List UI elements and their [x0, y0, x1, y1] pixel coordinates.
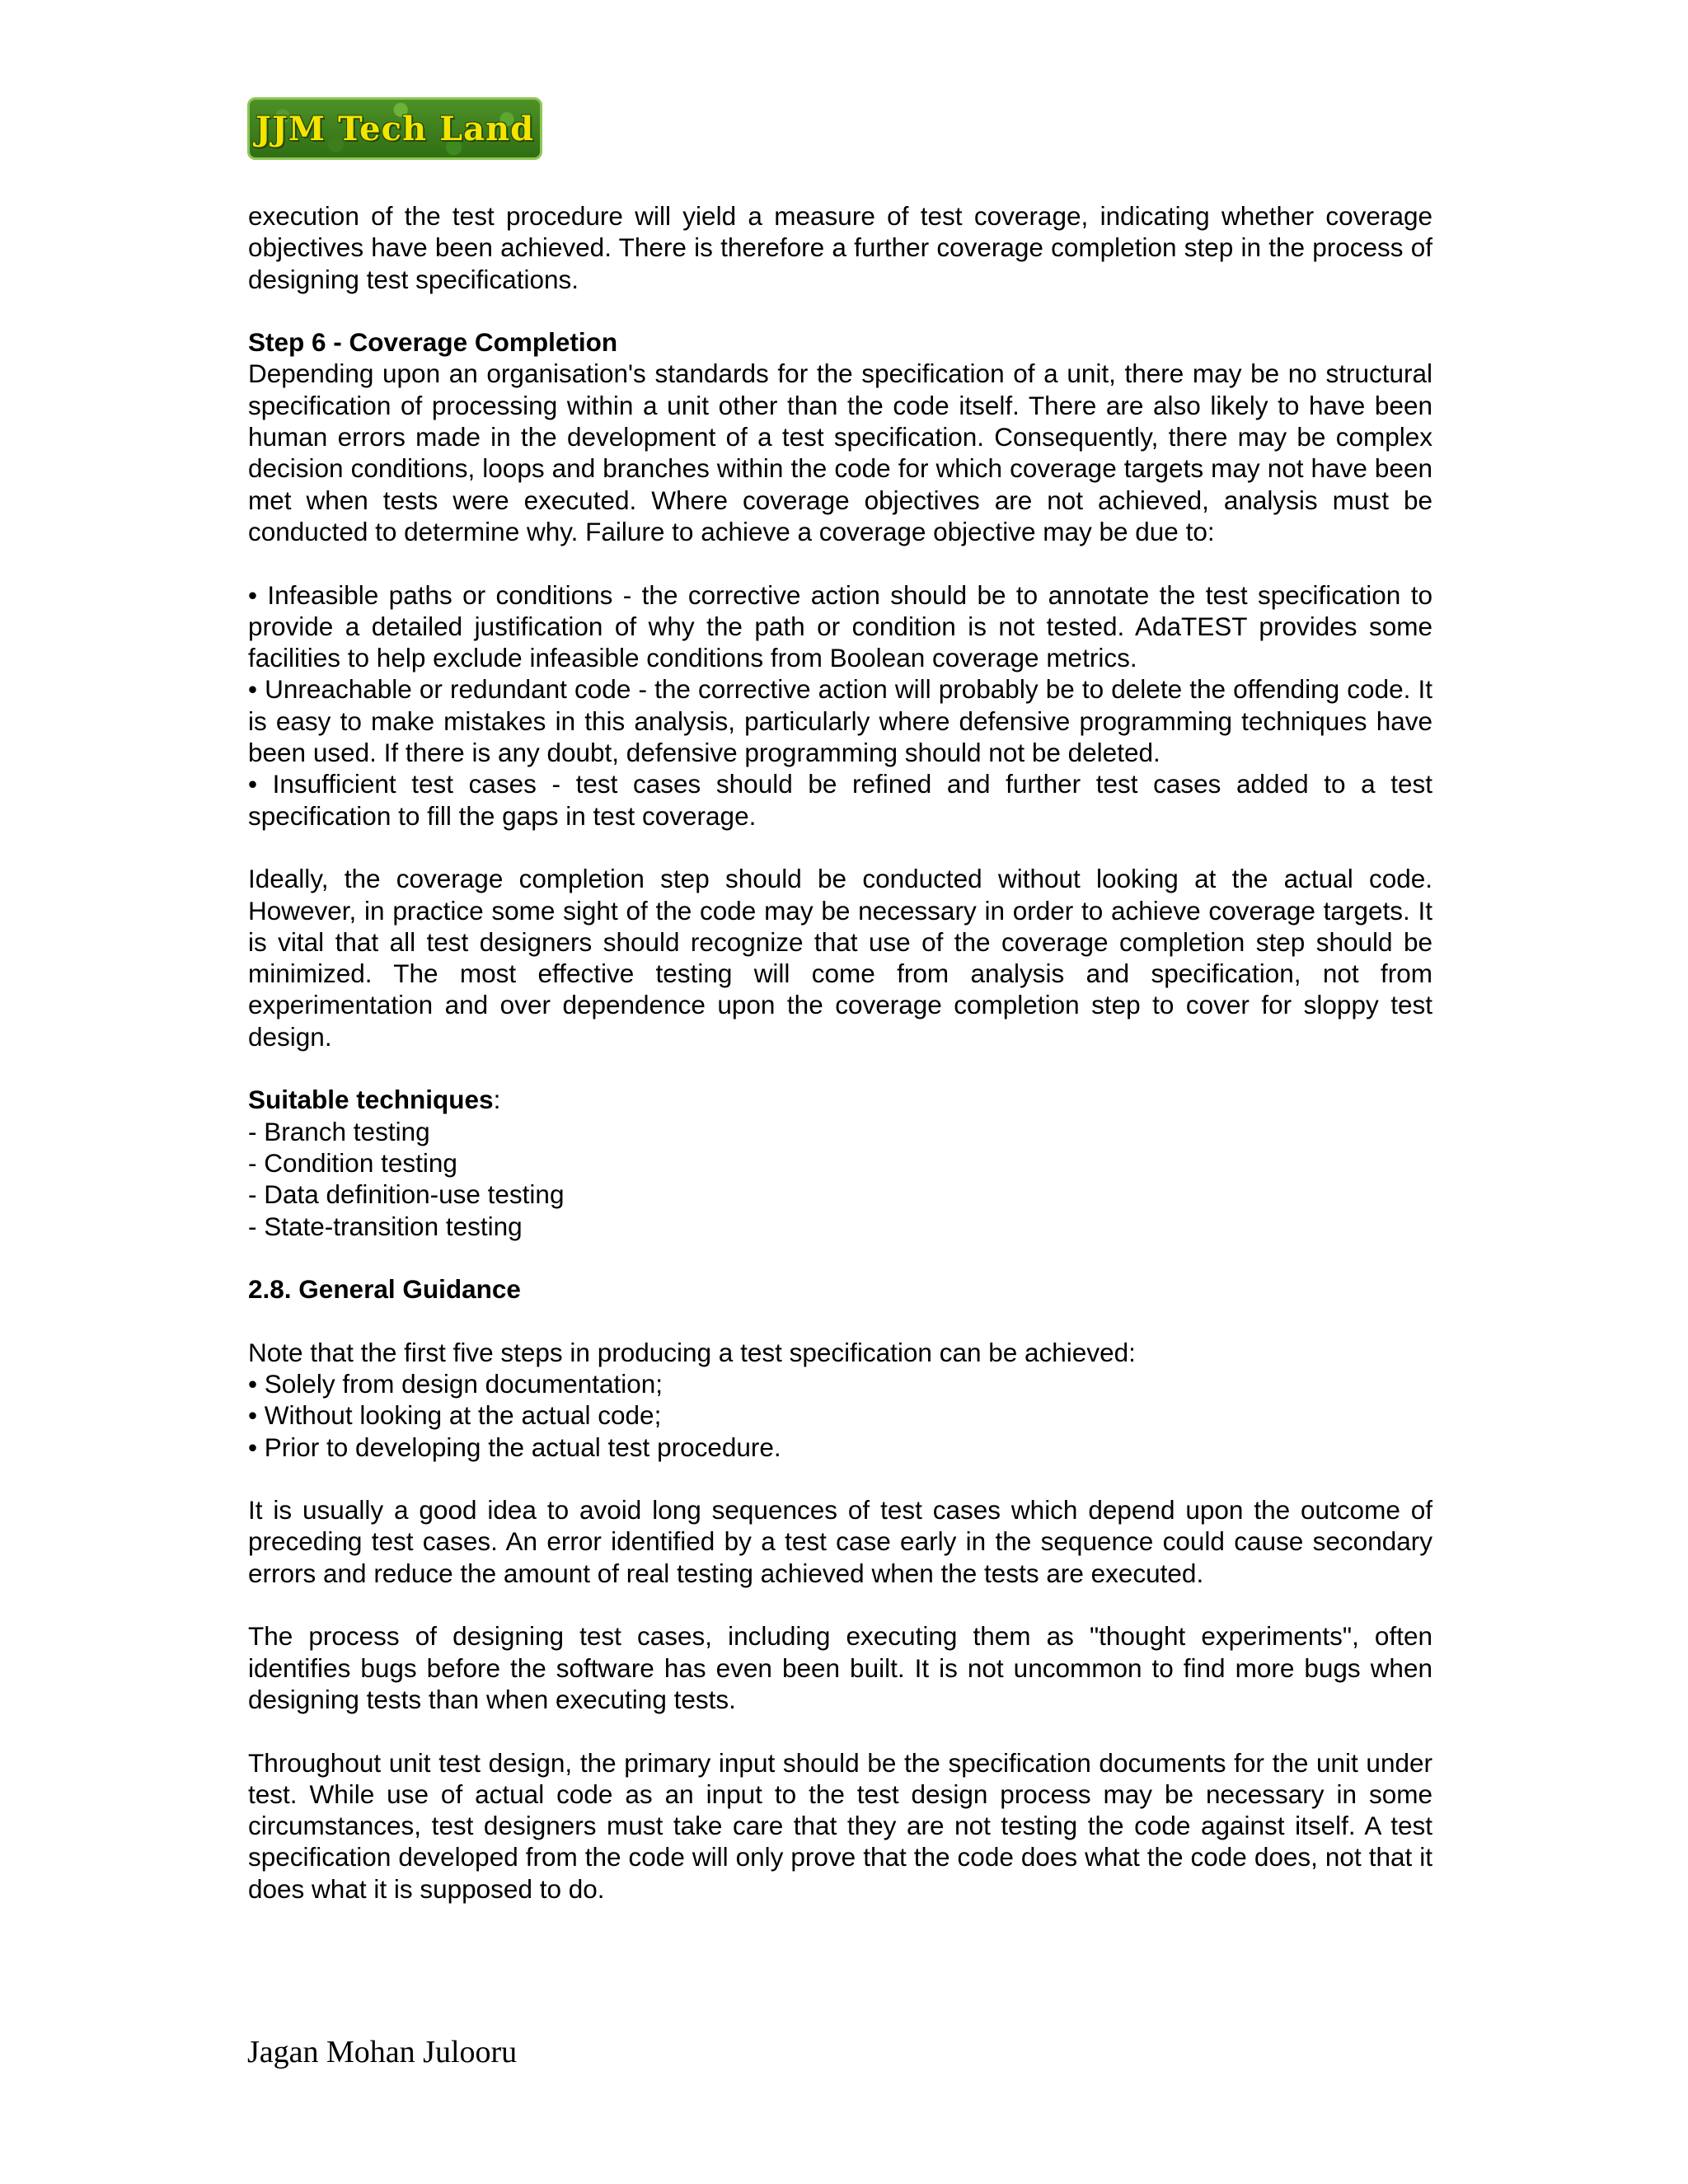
- logo-text: JJM Tech Land: [255, 109, 535, 148]
- page-body: [248, 200, 1432, 1905]
- guidance-bullet: • Solely from design documentation;: [248, 1368, 663, 1399]
- technique-item: - Branch testing: [248, 1116, 430, 1146]
- technique-item: - Condition testing: [248, 1147, 457, 1178]
- techniques-colon: :: [493, 1085, 501, 1115]
- bullet-unreachable-code: • Unreachable or redundant code - the corrective action will probably be to delete the offending code. It is easy to make mistakes in this analysis, particularly where defensive programming techniques have been used. If there is any doubt, defensive programming should not be deleted.: [248, 674, 1432, 768]
- guidance-note: Note that the first five steps in producing a test specification can be achieved:: [248, 1337, 1136, 1367]
- step6-heading: Step 6 - Coverage Completion: [248, 327, 618, 358]
- techniques-heading: [248, 1084, 1432, 1115]
- guidance-bullet: • Prior to developing the actual test procedure.: [248, 1432, 781, 1462]
- intro-paragraph: execution of the test procedure will yield a measure of test coverage, indicating whether coverage objectives have been achieved. There is therefore a further coverage completion step in the process of designing test specifications.: [248, 201, 1432, 294]
- guidance-paragraph-sequences: It is usually a good idea to avoid long sequences of test cases which depend upon the outcome of preceding test cases. An error identified by a test case early in the sequence could cause secondary errors and reduce the amount of real testing achieved when the tests are executed.: [248, 1495, 1432, 1588]
- jjm-tech-land-logo: [247, 97, 542, 160]
- guidance-paragraph-thought-experiments: The process of designing test cases, including executing them as "thought experiments", often identifies bugs before the software has even been built. It is not uncommon to find more bugs when designing tests than when executing tests.: [248, 1621, 1432, 1714]
- technique-item: - Data definition-use testing: [248, 1179, 565, 1210]
- techniques-label: Suitable techniques: [248, 1085, 494, 1115]
- ideally-paragraph: Ideally, the coverage completion step should be conducted without looking at the actual code. However, in practice some sight of the code may be necessary in order to achieve coverage targets. It is vital that all test designers should recognize that use of the coverage completion step should be minimized. The most effective testing will come from analysis and specification, not from experimentation and over dependence upon the coverage completion step to cover for sloppy test design.: [248, 864, 1432, 1052]
- guidance-paragraph-primary-input: Throughout unit test design, the primary input should be the specification documents for the unit under test. While use of actual code as an input to the test design process may be necessary in some circumstances, test designers must take care that they are not testing the code against itself. A test specification developed from the code will only prove that the code does what the code does, not that it does what it is supposed to do.: [248, 1747, 1432, 1904]
- guidance-bullet: • Without looking at the actual code;: [248, 1400, 662, 1431]
- footer-author: Jagan Mohan Julooru: [247, 2035, 518, 2069]
- bullet-infeasible-paths: • Infeasible paths or conditions - the corrective action should be to annotate the test specification to provide a detailed justification of why the path or condition is not tested. AdaTEST provides some facilities to help exclude infeasible conditions from Boolean coverage metrics.: [248, 579, 1432, 673]
- general-guidance-heading: 2.8. General Guidance: [248, 1274, 521, 1305]
- step6-paragraph: Depending upon an organisation's standards for the specification of a unit, there may be no structural specification of processing within a unit other than the code itself. There are also likely to have been human errors made in the development of a test specification. Consequently, there may be complex decision conditions, loops and branches within the code for which coverage targets may not have been met when tests were executed. Where coverage objectives are not achieved, analysis must be conducted to determine why. Failure to achieve a coverage objective may be due to:: [248, 359, 1432, 546]
- bullet-insufficient-cases: • Insufficient test cases - test cases should be refined and further test cases added to a test specification to fill the gaps in test coverage.: [248, 769, 1432, 831]
- technique-item: - State-transition testing: [248, 1211, 523, 1241]
